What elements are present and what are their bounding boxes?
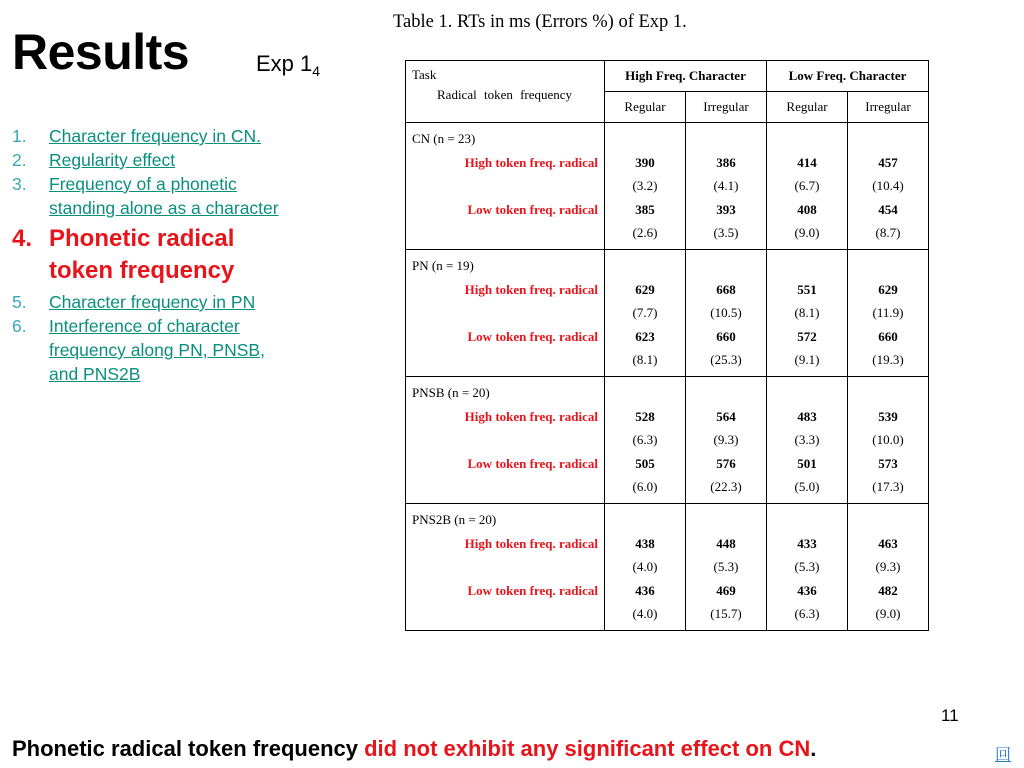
rt-value: 623 — [635, 328, 655, 344]
spacer — [412, 555, 598, 579]
outline-list — [12, 124, 282, 386]
outline-number: 4. — [12, 225, 33, 252]
spacer — [767, 508, 847, 532]
error-value: (17.3) — [872, 479, 904, 495]
rt-value: 386 — [716, 154, 736, 170]
outline-number: 2. — [12, 150, 27, 170]
group-label-cell — [406, 503, 605, 630]
value-cell — [848, 503, 929, 630]
header-task: Task — [412, 67, 437, 82]
group-name: PN (n = 19) — [412, 257, 474, 273]
rt-value: 505 — [635, 455, 655, 471]
rt-value: 551 — [797, 281, 817, 297]
subheader-regular: Regular — [605, 92, 686, 123]
condition-label: High token freq. radical — [464, 281, 598, 297]
error-value: (3.3) — [794, 432, 820, 448]
spacer — [848, 127, 928, 151]
error-value: (10.0) — [872, 432, 904, 448]
conclusion-suffix: . — [810, 736, 817, 761]
error-value: (6.3) — [632, 432, 658, 448]
back-link[interactable]: 回 — [995, 745, 1012, 764]
table-body — [406, 123, 929, 631]
error-value: (9.3) — [713, 432, 739, 448]
condition-label: Low token freq. radical — [467, 328, 598, 344]
outline-link[interactable]: Regularity effect — [49, 150, 176, 170]
table-group-row — [406, 376, 929, 503]
error-value: (5.3) — [713, 559, 739, 575]
outline-item-2[interactable] — [12, 148, 282, 172]
outline-item-3[interactable] — [12, 172, 282, 220]
group-label-cell — [406, 123, 605, 250]
rt-value: 668 — [716, 281, 736, 297]
rt-value: 483 — [797, 408, 817, 424]
value-cell — [848, 123, 929, 250]
value-cell — [605, 249, 686, 376]
outline-number: 6. — [12, 316, 27, 336]
error-value: (8.1) — [632, 352, 658, 368]
rt-value: 463 — [878, 535, 898, 551]
results-table — [405, 60, 929, 631]
slide-title: Results — [12, 24, 190, 80]
rt-value: 457 — [878, 154, 898, 170]
outline-link[interactable]: Interference of character frequency along PN, PNSB, and PNS2B — [49, 316, 265, 384]
subheader-regular: Regular — [767, 92, 848, 123]
error-value: (8.1) — [794, 305, 820, 321]
value-cell — [767, 503, 848, 630]
outline-item-6[interactable] — [12, 314, 282, 386]
conclusion-highlight: did not exhibit any significant effect on CN — [364, 736, 811, 761]
error-value: (3.5) — [713, 225, 739, 241]
condition-label: Low token freq. radical — [467, 582, 598, 598]
error-value: (6.0) — [632, 479, 658, 495]
error-value: (5.3) — [794, 559, 820, 575]
error-value: (10.5) — [710, 305, 742, 321]
value-cell — [686, 123, 767, 250]
rt-value: 629 — [878, 281, 898, 297]
error-value: (15.7) — [710, 606, 742, 622]
rt-value: 385 — [635, 201, 655, 217]
error-value: (9.1) — [794, 352, 820, 368]
spacer — [605, 381, 685, 405]
value-cell — [605, 376, 686, 503]
rt-value: 448 — [716, 535, 736, 551]
conclusion-prefix: Phonetic radical token frequency — [12, 736, 365, 761]
error-value: (9.3) — [875, 559, 901, 575]
exp-label — [256, 50, 320, 85]
outline-item-1[interactable] — [12, 124, 282, 148]
error-value: (9.0) — [794, 225, 820, 241]
rt-value: 433 — [797, 535, 817, 551]
outline-number: 1. — [12, 126, 27, 146]
outline-link[interactable]: Character frequency in CN. — [49, 126, 262, 146]
spacer — [605, 254, 685, 278]
error-value: (25.3) — [710, 352, 742, 368]
value-cell — [686, 249, 767, 376]
rt-value: 573 — [878, 455, 898, 471]
header-high-freq: High Freq. Character — [605, 61, 767, 92]
condition-label: High token freq. radical — [464, 535, 598, 551]
rt-value: 629 — [635, 281, 655, 297]
rt-value: 482 — [878, 582, 898, 598]
outline-link[interactable]: Character frequency in PN — [49, 292, 256, 312]
error-value: (6.3) — [794, 606, 820, 622]
error-value: (3.2) — [632, 178, 658, 194]
rt-value: 414 — [797, 154, 817, 170]
error-value: (8.7) — [875, 225, 901, 241]
subheader-irregular: Irregular — [686, 92, 767, 123]
header-low-freq: Low Freq. Character — [767, 61, 929, 92]
rt-value: 390 — [635, 154, 655, 170]
spacer — [767, 127, 847, 151]
rt-value: 576 — [716, 455, 736, 471]
spacer — [686, 127, 766, 151]
value-cell — [767, 123, 848, 250]
rt-value: 469 — [716, 582, 736, 598]
value-cell — [605, 123, 686, 250]
spacer — [412, 174, 598, 198]
error-value: (19.3) — [872, 352, 904, 368]
spacer — [412, 602, 598, 626]
error-value: (4.1) — [713, 178, 739, 194]
rt-value: 501 — [797, 455, 817, 471]
value-cell — [848, 376, 929, 503]
rt-value: 539 — [878, 408, 898, 424]
spacer — [412, 348, 598, 372]
table-group-row — [406, 123, 929, 250]
exp-subscript: 4 — [312, 63, 321, 79]
value-cell — [767, 376, 848, 503]
outline-item-5[interactable] — [12, 290, 282, 314]
error-value: (4.0) — [632, 559, 658, 575]
error-value: (4.0) — [632, 606, 658, 622]
page-number: 11 — [941, 706, 959, 725]
group-name: CN (n = 23) — [412, 131, 476, 146]
spacer — [412, 221, 598, 245]
table-caption: Table 1. RTs in ms (Errors %) of Exp 1. — [393, 12, 687, 32]
value-cell — [605, 503, 686, 630]
header-task-cell — [406, 61, 605, 123]
error-value: (22.3) — [710, 479, 742, 495]
error-value: (9.0) — [875, 606, 901, 622]
spacer — [686, 508, 766, 532]
subheader-irregular: Irregular — [848, 92, 929, 123]
spacer — [767, 254, 847, 278]
spacer — [686, 254, 766, 278]
condition-label: High token freq. radical — [464, 408, 598, 424]
error-value: (7.7) — [632, 305, 658, 321]
value-cell — [767, 249, 848, 376]
outline-number: 3. — [12, 174, 27, 194]
rt-value: 528 — [635, 408, 655, 424]
value-cell — [686, 376, 767, 503]
spacer — [412, 475, 598, 499]
exp-label-text: Exp 1 — [256, 51, 313, 76]
spacer — [848, 254, 928, 278]
group-label-cell — [406, 249, 605, 376]
rt-value: 408 — [797, 201, 817, 217]
header-radical: Radical token frequency — [437, 87, 573, 102]
table-group-row — [406, 249, 929, 376]
spacer — [605, 508, 685, 532]
outline-number: 5. — [12, 292, 27, 312]
spacer — [848, 508, 928, 532]
rt-value: 660 — [878, 328, 898, 344]
error-value: (5.0) — [794, 479, 820, 495]
condition-label: High token freq. radical — [464, 154, 598, 170]
group-name: PNSB (n = 20) — [412, 384, 490, 400]
rt-value: 564 — [716, 408, 736, 424]
rt-value: 393 — [716, 201, 736, 217]
outline-current-topic: Phonetic radical token frequency — [49, 225, 235, 284]
spacer — [605, 127, 685, 151]
outline-item-4-current — [12, 223, 282, 287]
rt-value: 572 — [797, 328, 817, 344]
rt-value: 660 — [716, 328, 736, 344]
spacer — [767, 381, 847, 405]
outline-link[interactable]: Frequency of a phonetic standing alone as a character — [49, 174, 279, 218]
rt-value: 436 — [635, 582, 655, 598]
rt-value: 454 — [878, 201, 898, 217]
spacer — [686, 381, 766, 405]
value-cell — [848, 249, 929, 376]
spacer — [412, 428, 598, 452]
condition-label: Low token freq. radical — [467, 455, 598, 471]
rt-value: 438 — [635, 535, 655, 551]
spacer — [412, 301, 598, 325]
error-value: (6.7) — [794, 178, 820, 194]
conclusion-text — [12, 734, 816, 764]
error-value: (10.4) — [872, 178, 904, 194]
condition-label: Low token freq. radical — [467, 201, 598, 217]
group-name: PNS2B (n = 20) — [412, 511, 497, 527]
spacer — [848, 381, 928, 405]
value-cell — [686, 503, 767, 630]
rt-value: 436 — [797, 582, 817, 598]
table-group-row — [406, 503, 929, 630]
group-label-cell — [406, 376, 605, 503]
error-value: (2.6) — [632, 225, 658, 241]
error-value: (11.9) — [872, 305, 904, 321]
